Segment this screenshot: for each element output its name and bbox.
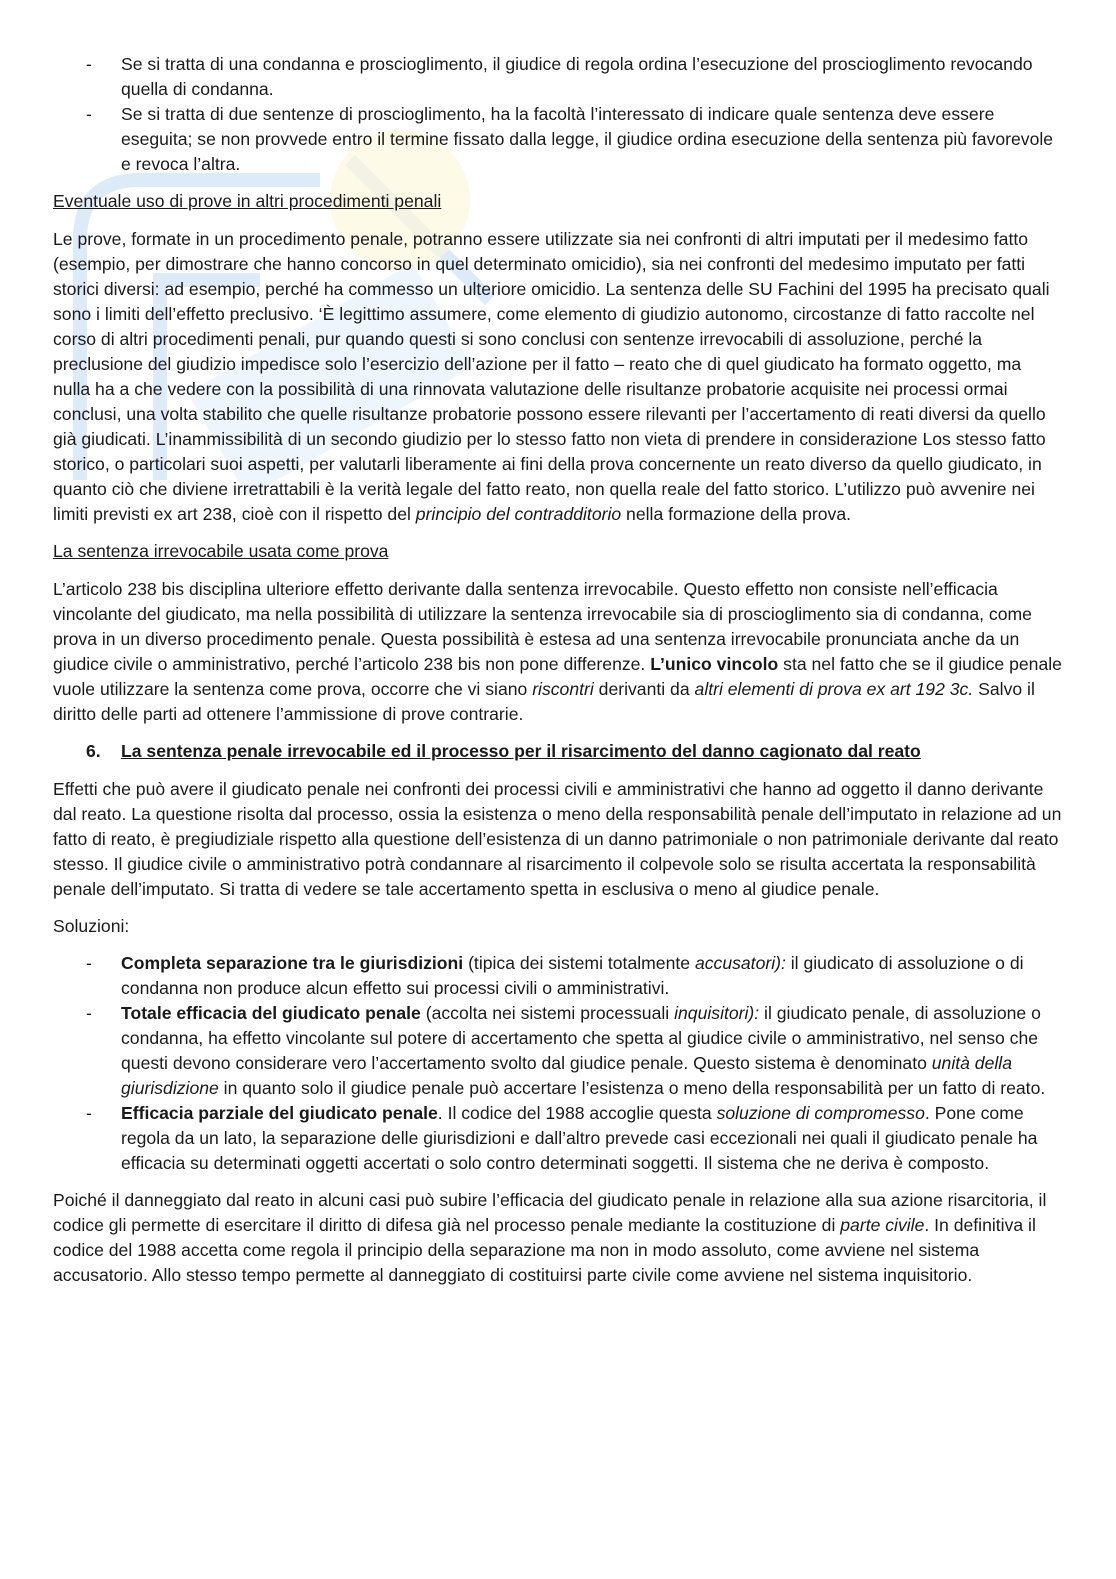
paragraph-closing — [53, 1188, 1063, 1288]
text-run: il giudicato penale, di assoluzione o condanna, ha effetto vincolante sul potere di accertamento che spetta al giudice civile o amministrativo, nel senso che questi devono considerare vero l’accertamento svolto dal giudice penale. Questo sistema è denominato — [121, 1003, 1041, 1073]
italic-run: parte civile — [840, 1215, 925, 1235]
list-item: - Se si tratta di una condanna e proscioglimento, il giudice di regola ordina l’esecuzione del proscioglimento revocando quella di condanna. — [53, 52, 1063, 102]
italic-run: altri elementi di prova ex art 192 3c. — [694, 679, 974, 699]
section-6-title — [53, 739, 1063, 764]
text-run: in quanto solo il giudice penale può accertare l’esistenza o meno della responsabilità per un fatto di reato. — [218, 1078, 1046, 1098]
paragraph-prove — [53, 227, 1063, 527]
text-run: Salvo il diritto delle parti ad ottenere l’ammissione di prove contrarie. — [53, 679, 1035, 724]
section-number: 6. — [86, 741, 101, 761]
bold-run: Totale efficacia del giudicato penale — [121, 1003, 421, 1023]
bold-run: Completa separazione tra le giurisdizioni — [121, 953, 464, 973]
text-run: Poiché il danneggiato dal reato in alcuni casi può subire l’efficacia del giudicato penale in relazione alla sua azione risarcitoria, il codice gli permette di esercitare il diritto di difesa già nel processo penale mediante la costituzione di — [53, 1190, 1047, 1235]
bold-run: L’unico vincolo — [650, 654, 779, 674]
italic-run: principio del contradditorio — [415, 504, 622, 524]
paragraph-sentenza-prova — [53, 577, 1063, 727]
italic-run: riscontri — [532, 679, 594, 699]
text-run: . In definitiva il codice del 1988 accetta come regola il principio della separazione ma non in modo assoluto, come avviene nel sistema accusatorio. Allo stesso tempo permette al danneggiato di costituirsi parte civile come avviene nel sistema inquisitorio. — [53, 1215, 1036, 1285]
italic-run: accusatori): — [694, 953, 786, 973]
text-run: il giudicato di assoluzione o di condanna non produce alcun effetto sui processi civili o amministrativi. — [121, 953, 1024, 998]
text-run: . Il codice del 1988 accoglie questa — [437, 1103, 717, 1123]
text-run: sta nel fatto che se il giudice penale vuole utilizzare la sentenza come prova, occorre che vi siano — [53, 654, 1062, 699]
text-run: Le prove, formate in un procedimento penale, potranno essere utilizzate sia nei confronti di altri imputati per il medesimo fatto (esempio, per dimostrare che hanno concorso in quel determinato omicidio), sia nei confronti del medesimo imputato per fatti storici diversi: ad esempio, perché ha commesso un ulteriore omicidio. La sentenza delle SU Fachini del 1995 ha precisato quali sono i limiti dell’effetto preclusivo. ‘È legittimo assumere, come elemento di giudizio autonomo, circostanze di fatto raccolte nel corso di altri procedimenti penali, pur quando questi si sono conclusi con sentenze irrevocabili di assoluzione, perché la preclusione del giudizio impedisce solo l’esercizio dell’azione per il fatto – reato che di quel giudicato ha formato oggetto, ma nulla ha a che vedere con la possibilità di una rinnovata valutazione delle risultanze probatorie acquisite nei processi ormai conclusi, una volta stabilito che quelle risultanze probatorie possono essere rilevanti per l’accertamento di reati diversi da quello già giudicati. L’inammissibilità di un secondo giudizio per lo stesso fatto non vieta di prendere in considerazione Los stesso fatto storico, o particolari suoi aspetti, per valutarli liberamente ai fini della prova concernente un reato diverso da quello giudicato, in quanto ciò che diviene irretrattabili è la verità legale del fatto reato, non quella reale del fatto storico. L’utilizzo può avvenire nei limiti previsti ex art 238, cioè con il rispetto del — [53, 229, 1050, 524]
paragraph-intro: Effetti che può avere il giudicato penale nei confronti dei processi civili e amministrativi che hanno ad oggetto il danno derivante dal reato. La questione risolta dal processo, ossia la esistenza o meno della responsabilità penale dell’imputato in relazione ad un fatto di reato, è pregiudiziale rispetto alla questione dell’esistenza di un danno patrimoniale o non patrimoniale derivante dal reato stesso. Il giudice civile o amministrativo potrà condannare al risarcimento il colpevole solo se risulta accertata la responsabilità penale dell’imputato. Si tratta di vedere se tale accertamento spetta in esclusiva o meno al giudice penale. — [53, 779, 1062, 899]
text-run: (tipica dei sistemi totalmente — [463, 953, 695, 973]
text-run: nella formazione della prova. — [621, 504, 851, 524]
text-run: . Pone come regola da un lato, la separazione delle giurisdizioni e dall’altro prevede casi eccezionali nei quali il giudicato penale ha efficacia su determinati oggetti accertati o solo contro determinati soggetti. Il sistema che ne deriva è composto. — [121, 1103, 1038, 1173]
list-item — [53, 1101, 1063, 1176]
text-run: L’articolo 238 bis disciplina ulteriore effetto derivante dalla sentenza irrevocabile. Questo effetto non consiste nell’efficacia vincolante del giudicato, ma nella possibilità di utilizzare la sentenza irrevocabile sia di proscioglimento sia di condanna, come prova in un diverso procedimento penale. Questa possibilità è estesa ad una sentenza irrevocabile pronunciata anche da un giudice civile o amministrativo, perché l’articolo 238 bis non pone differenze. — [53, 579, 1032, 674]
text-run: derivanti da — [593, 679, 695, 699]
section-heading-sentenza-prova: La sentenza irrevocabile usata come prova — [53, 541, 389, 561]
italic-run: soluzione di compromesso — [716, 1103, 925, 1123]
list-item — [53, 1001, 1063, 1101]
section-heading-prove: Eventuale uso di prove in altri procedimenti penali — [53, 191, 442, 211]
document-content — [53, 52, 1063, 1300]
italic-run: inquisitori): — [674, 1003, 760, 1023]
list-item: - Se si tratta di due sentenze di proscioglimento, ha la facoltà l’interessato di indicare quale sentenza deve essere eseguita; se non provvede entro il termine fissato dalla legge, il giudice ordina esecuzione della sentenza più favorevole e revoca l’altra. — [53, 102, 1063, 177]
section-title-text: La sentenza penale irrevocabile ed il processo per il risarcimento del danno cagionato dal reato — [121, 741, 921, 761]
solutions-label: Soluzioni: — [53, 916, 130, 936]
list-item — [53, 951, 1063, 1001]
top-bullet-list — [53, 52, 1063, 177]
bold-run: Efficacia parziale del giudicato penale — [121, 1103, 438, 1123]
italic-run: unità della giurisdizione — [121, 1053, 1012, 1098]
text-run: (accolta nei sistemi processuali — [420, 1003, 675, 1023]
solutions-list — [53, 951, 1063, 1176]
